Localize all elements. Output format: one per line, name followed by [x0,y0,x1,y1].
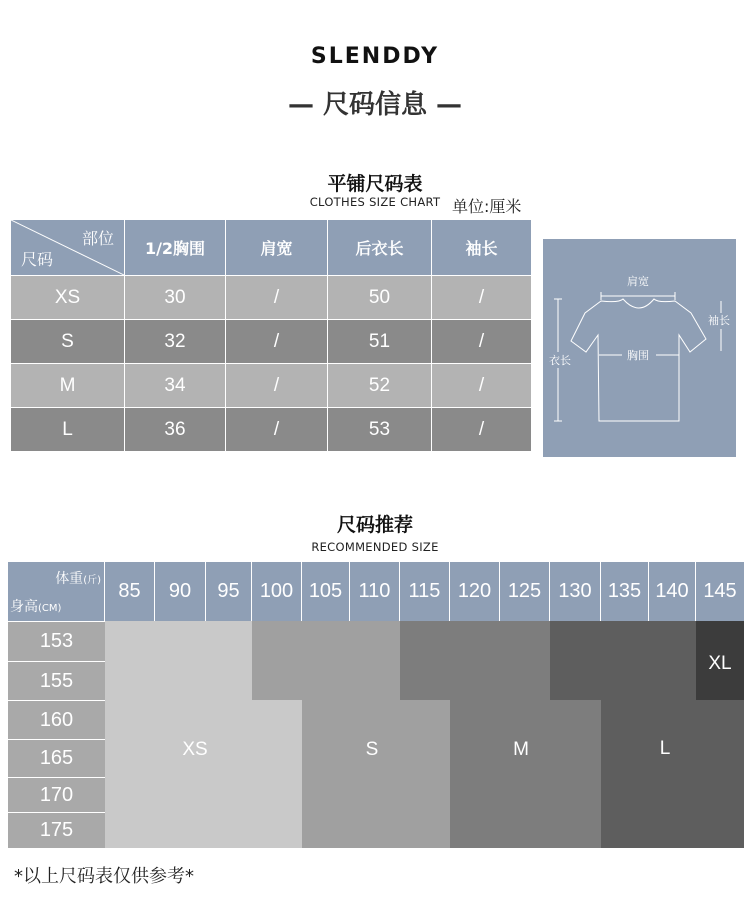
row-size: M [11,364,125,408]
weight-header-cell: 125 [500,562,550,621]
table-row [11,408,532,452]
size-label-s: S [365,739,379,760]
recommend-subtitle: RECOMMENDED SIZE [311,540,439,554]
weight-header-cell: 85 [105,562,155,621]
table-cell: / [432,408,532,452]
page-subtitle: — 尺码信息 — [287,90,463,120]
height-row-cell: 155 [8,661,105,700]
size-label-l: L [659,738,671,759]
table-cell: 30 [125,276,226,320]
header-chest: 1/2胸围 [125,220,226,276]
table-cell: 32 [125,320,226,364]
row-size: XS [11,276,125,320]
size-zone-l [601,700,744,848]
weight-header-cell: 110 [350,562,400,621]
height-unit: (CM) [38,603,62,614]
row-size: S [11,320,125,364]
table-cell: / [226,276,328,320]
flat-size-table [10,219,532,452]
size-label-xs: XS [182,739,208,760]
grid-corner [8,562,105,621]
table-cell: / [226,408,328,452]
unit-label: 单位:厘米 [452,197,522,216]
weight-header-cell: 130 [550,562,601,621]
weight-label: 体重 [55,571,84,587]
weight-header-cell: 120 [450,562,500,621]
footnote: *以上尺码表仅供参考* [14,866,194,887]
flat-chart-subtitle: CLOTHES SIZE CHART [309,195,441,209]
height-row-cell: 175 [8,812,105,848]
diagram-label-chest: 胸围 [627,349,649,362]
table-cell: / [226,364,328,408]
size-label-m: M [513,739,529,760]
size-label-xl: XL [708,653,732,674]
table-cell: 52 [328,364,432,408]
weight-header-cell: 100 [252,562,302,621]
size-zone-s [302,700,450,848]
row-size: L [11,408,125,452]
tshirt-icon [543,239,736,457]
table-header-row [11,220,532,276]
weight-header-cell: 135 [601,562,649,621]
header-shoulder: 肩宽 [226,220,328,276]
height-row-cell: 160 [8,700,105,739]
weight-header-cell: 105 [302,562,350,621]
height-row-cell: 165 [8,739,105,777]
height-row-cell: 170 [8,777,105,812]
corner-label-part: 部位 [81,229,114,248]
size-zone-l [550,621,696,700]
table-cell: / [432,364,532,408]
table-cell: 36 [125,408,226,452]
header-sleeve: 袖长 [432,220,532,276]
brand-name: SLENDDY [310,44,440,69]
shirt-diagram [543,239,736,457]
size-zone-m [400,621,550,700]
table-row [11,320,532,364]
table-row [11,276,532,320]
flat-chart-title: 平铺尺码表 [327,173,423,195]
size-zone-xs [252,700,302,848]
size-zone-m [450,700,601,848]
height-label: 身高 [10,599,38,615]
weight-header-cell: 90 [155,562,206,621]
weight-header-cell: 115 [400,562,450,621]
table-cell: 34 [125,364,226,408]
weight-header-cell: 140 [649,562,696,621]
diagram-label-sleeve: 袖长 [708,314,730,327]
diagram-label-length: 衣长 [549,354,571,367]
size-zone-xs [105,621,252,848]
weight-unit: (斤) [83,575,101,586]
weight-header-cell: 95 [206,562,252,621]
corner-cell [11,220,125,276]
height-row-cell: 153 [8,621,105,661]
table-cell: / [432,276,532,320]
table-cell: 50 [328,276,432,320]
table-row [11,364,532,408]
size-recommend-grid [8,562,744,848]
table-cell: / [432,320,532,364]
weight-header-cell: 145 [696,562,744,621]
recommend-title: 尺码推荐 [336,514,413,536]
header-length: 后衣长 [328,220,432,276]
diagram-label-shoulder: 肩宽 [627,275,649,288]
corner-label-size: 尺码 [21,250,54,269]
table-cell: 53 [328,408,432,452]
table-cell: 51 [328,320,432,364]
table-cell: / [226,320,328,364]
size-zone-s [252,621,400,700]
